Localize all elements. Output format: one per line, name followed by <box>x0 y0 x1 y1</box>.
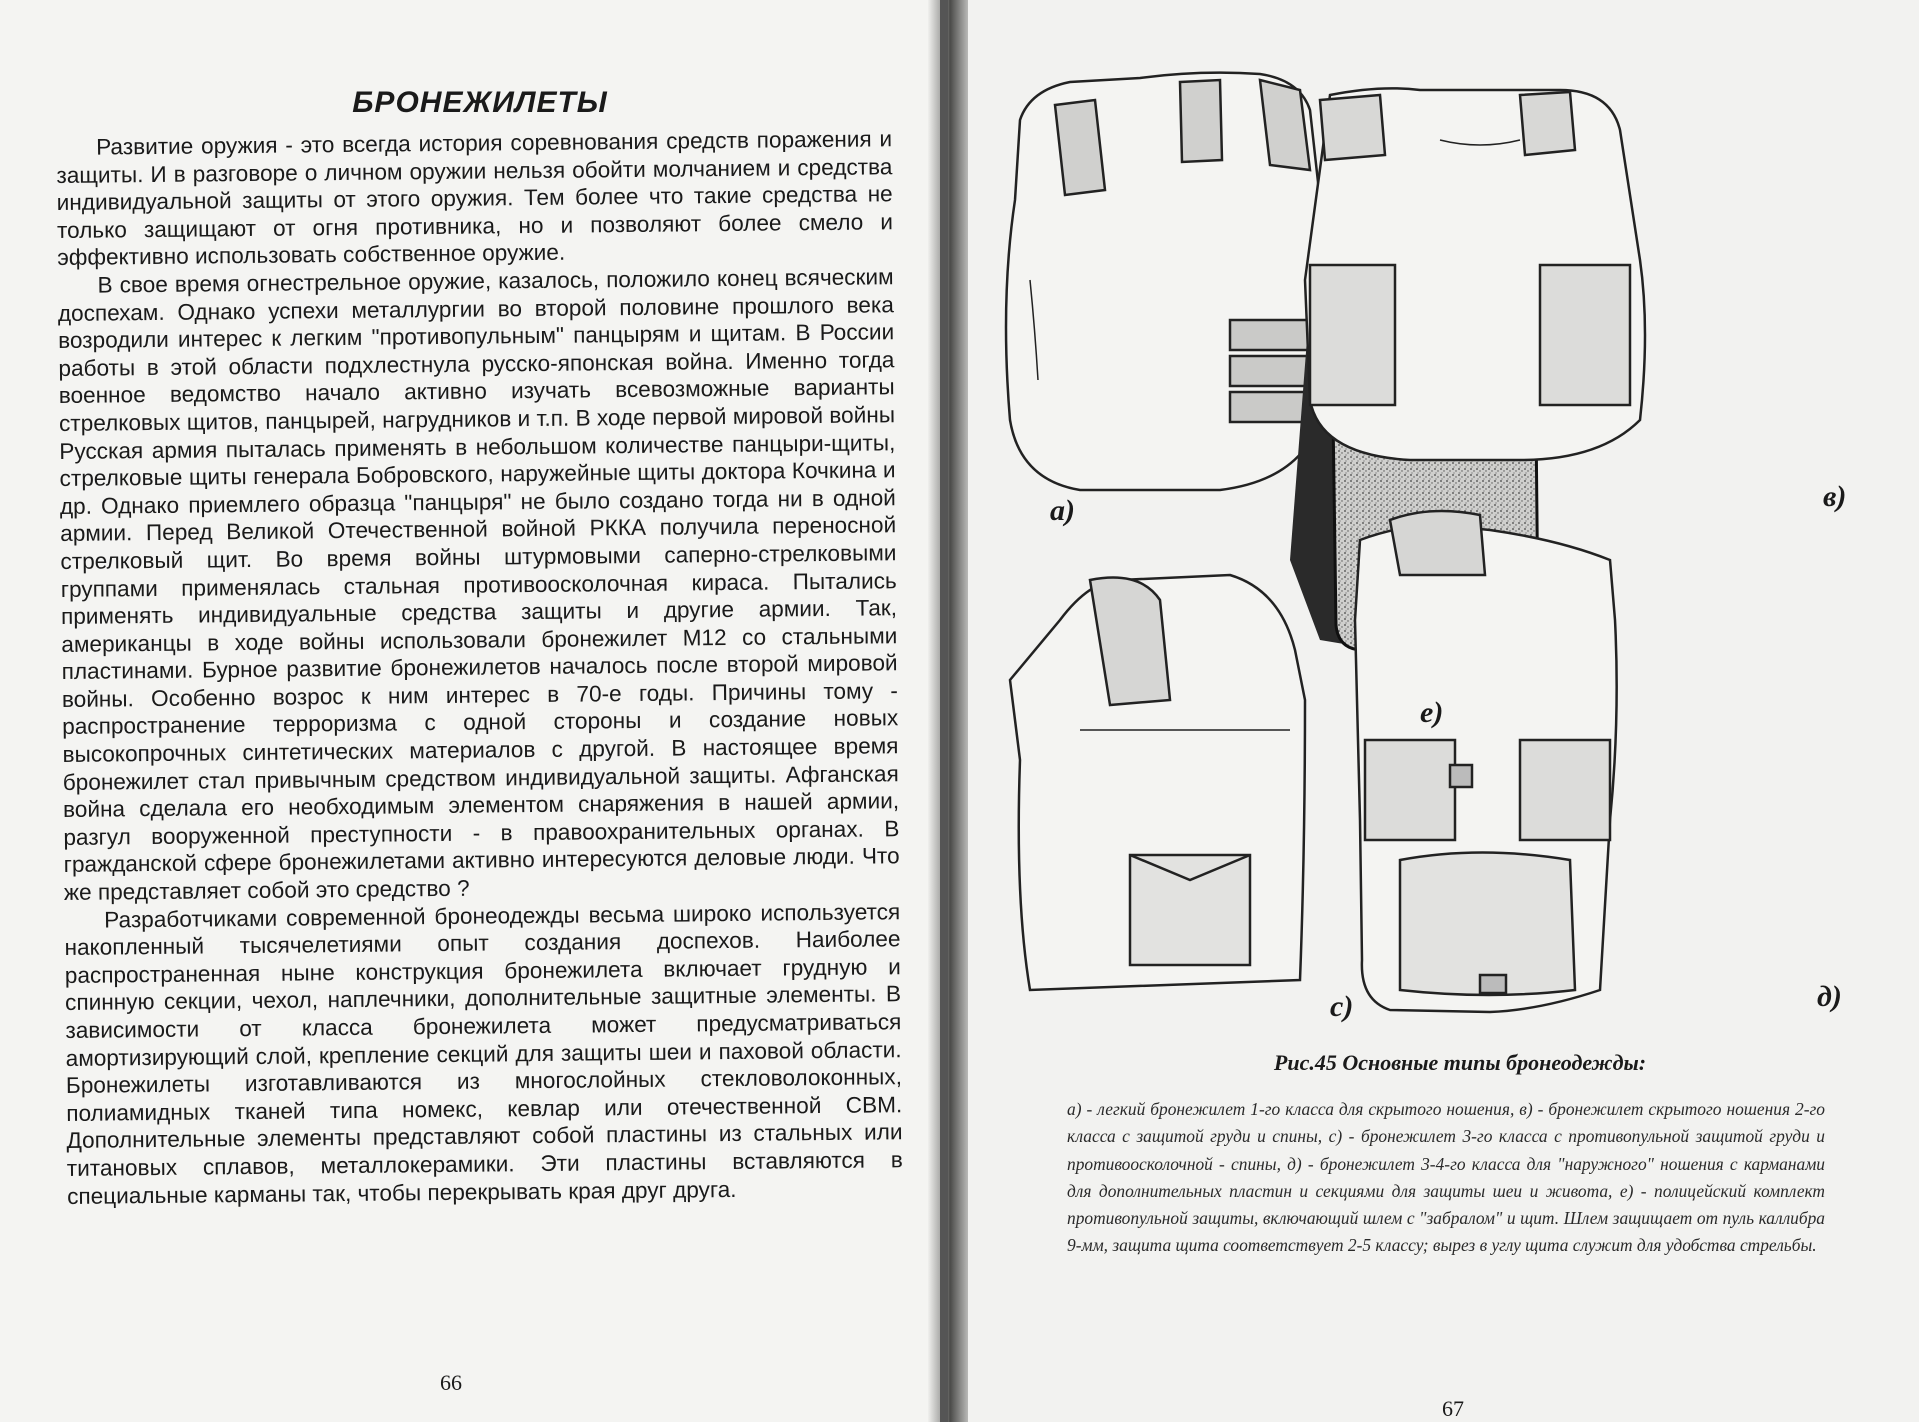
vest-c-drawing <box>1010 575 1305 990</box>
vest-v-drawing <box>1305 88 1645 460</box>
figure-label-c: с) <box>1330 990 1354 1023</box>
paragraph: В свое время огнестрельное оружие, казалось, положило конец всяческим доспехам. Однако успехи металлургии во второй половине прошлого века возродили интерес к легким "противопульным" панцырям и щитам. В России работы в этой области подхлестнула русско-японская война. Именно тогда военное ведомство начало активно изучать всевозможные варианты стрелковых щитов, панцырей, нагрудников и т.п. В ходе первой мировой войны Русская армия пыталась применять в небольшом количестве панцыри-щиты, стрелковые щиты генерала Бобровского, наружейные щиты доктора Кочкина и др. Однако приемлего образца "панцыря" не было создано тогда ни в одной армии. Перед Великой Отечественной войной РККА получила переносной стрелковый щит. Во время войны штурмовыми саперно-стрелковыми группами применялась стальная противоосколочная кираса. Пытались применять индивидуальные средства защиты и другие армии. Так, американцы в ходе войны использовали бронежилет М12 со стальными пластинами. Бурное развитие бронежилетов началось после второй мировой войны. Особенно возрос к ним интерес в 70-е годы. Причины тому - распространение терроризма с одной стороны и создание новых высокопрочных синтетических материалов с другой. В настоящее время бронежилет стал привычным средством индивидуальной защиты. Афганская война сделала его необходимым элементом снаряжения в нашей армии, разгул вооруженной преступности - в правоохранительных органах. В гражданской сфере бронежилетами активно интересуются деловые люди. Что же представляет собой это средство ? <box>57 264 900 905</box>
gutter-shadow <box>940 0 948 1422</box>
figure-label-e: е) <box>1420 696 1444 729</box>
body-armor-illustrations <box>960 0 1919 1040</box>
figure-label-d: д) <box>1817 980 1842 1013</box>
figure-caption-title: Рис.45 Основные типы бронеодежды: <box>1273 1050 1647 1075</box>
page-number-right: 67 <box>1442 1396 1464 1421</box>
figure-caption-body: а) - легкий бронежилет 1-го класса для скрытого ношения, в) - бронежилет скрытого ношения 2-го класса с защитой груди и спины, с) - бронежилет 3-го класса с противопульной защитой груди и противоосколочной - спины, д) - бронежилет 3-4-го класса для "наружного" ношения с карманами для дополнительных пластин и секциями для защиты шеи и живота, е) - полицейский комплект противопульной защиты, включающий шлем с "забралом" и щит. Шлем защищает от пуль каллибра 9-мм, защита щита соответствует 2-5 классу; вырез в углу щита служит для удобства стрельбы. <box>1067 1099 1825 1256</box>
figure-label-v: в) <box>1823 480 1847 513</box>
page-number-left: 66 <box>440 1370 462 1395</box>
vest-a-drawing <box>1006 73 1320 490</box>
article-body <box>56 125 903 1210</box>
paragraph: Развитие оружия - это всегда история соревнования средств поражения и защиты. И в разговоре о личном оружии нельзя обойти молчанием и средства индивидуальной защиты от этого оружия. Тем более что такие средства не только защищают от огня противника, но и позволяют более смело и эффективно использовать собственное оружие. <box>56 126 894 271</box>
page-title: БРОНЕЖИЛЕТЫ <box>352 86 608 119</box>
figure-label-a: а) <box>1050 494 1075 527</box>
paragraph: Разработчиками современной бронеодежды весьма широко используется накопленный тысячелетиями опыт создания доспехов. Наиболее распространенная ныне конструкция бронежилета включает грудную и спинную секции, чехол, наплечники, дополнительные защитные элементы. В зависимости от класса бронежилета может предусматриваться амортизирующий слой, крепление секций для защиты шеи и паховой области. Бронежилеты изготавливаются из многослойных стекловолоконных, полиамидных тканей типа номекс, кевлар или отечественной СВМ. Дополнительные элементы представляют собой пластины из стальных или титановых сплавов, металлокерамики. Эти пластины вставляются в специальные карманы так, чтобы перекрывать края друг друга. <box>64 898 903 1209</box>
vest-d-drawing <box>1355 511 1617 1012</box>
